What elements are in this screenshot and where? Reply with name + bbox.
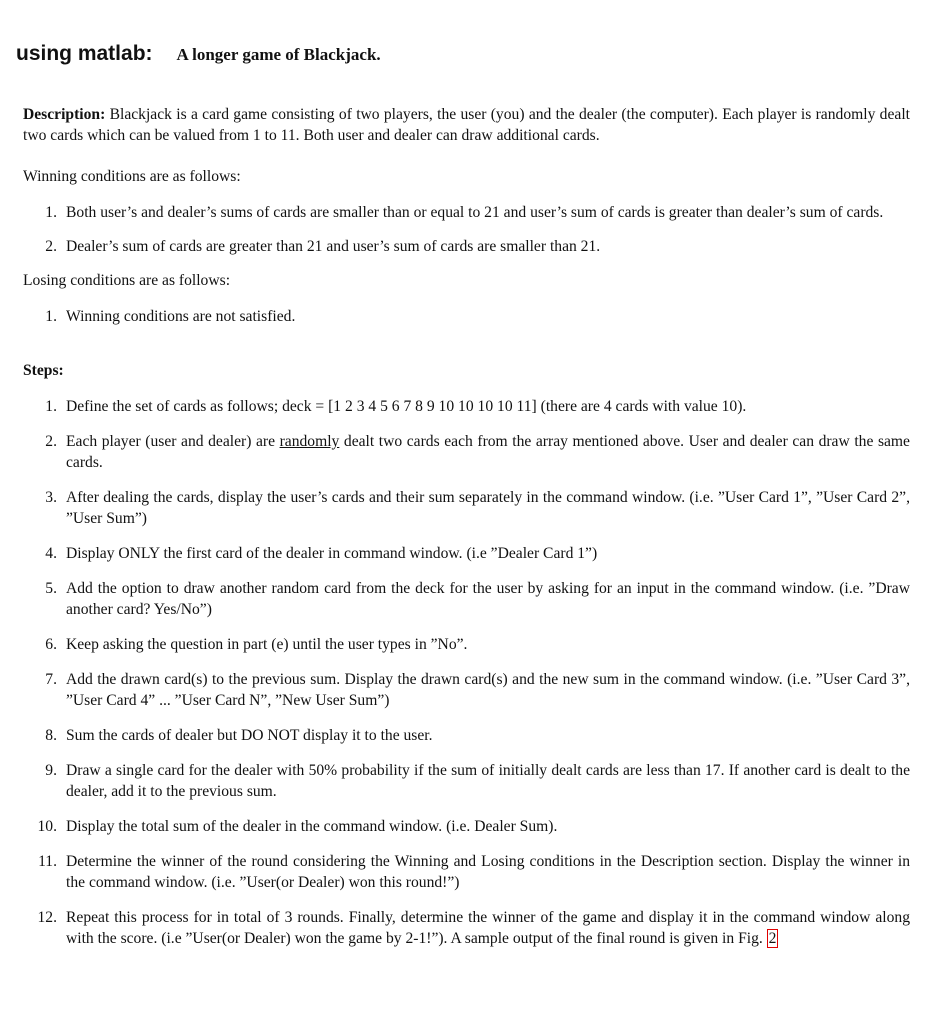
losing-label: Losing conditions are as follows: (23, 272, 231, 289)
item-text: Display ONLY the first card of the dealer in command window. (i.e ”Dealer Card 1”) (66, 545, 598, 562)
item-number: 11. (38, 853, 57, 870)
underlined-word: randomly (279, 433, 340, 450)
item-text: Keep asking the question in part (e) until the user types in ”No”. (66, 636, 468, 653)
item-text: Display the total sum of the dealer in the command window. (i.e. Dealer Sum). (66, 818, 558, 835)
list-item (23, 202, 910, 223)
list-item (23, 306, 910, 327)
item-number: 7. (45, 671, 57, 688)
item-text: After dealing the cards, display the user’s cards and their sum separately in the command window. (i.e. ”User Card 1”, ”User Card 2”, ”User Sum”) (66, 489, 910, 527)
losing-list (23, 306, 910, 327)
description-label: Description: (23, 106, 106, 123)
item-text: Add the drawn card(s) to the previous sum. Display the drawn card(s) and the new sum in the command window. (i.e. ”User Card 3”, ”User Card 4” ... ”User Card N”, ”New User Sum”) (66, 671, 910, 709)
description-paragraph (23, 104, 910, 146)
item-number: 8. (45, 727, 57, 744)
item-number: 3. (45, 489, 57, 506)
item-number: 6. (45, 636, 57, 653)
page-title: A longer game of Blackjack. (176, 45, 381, 64)
heading (16, 42, 381, 66)
item-number: 4. (45, 545, 57, 562)
item-number: 2. (45, 433, 57, 450)
list-item (23, 578, 910, 620)
list-item (23, 543, 910, 564)
item-text: dealt two cards each from the array mentioned above. User and dealer can draw the same cards. (66, 433, 910, 471)
list-item (23, 816, 910, 837)
list-item (23, 907, 910, 949)
item-text: Repeat this process for in total of 3 rounds. Finally, determine the winner of the game and display it in the command window along with the score. (i.e ”User(or Dealer) won the game by 2-1!”). A sample output of the final round is given in Fig. (66, 909, 910, 947)
item-text: Define the set of cards as follows; deck = [1 2 3 4 5 6 7 8 9 10 10 10 10 11] (there are 4 cards with value 10). (66, 398, 747, 415)
item-number: 9. (45, 762, 57, 779)
winning-list (23, 202, 910, 257)
item-number: 1. (45, 204, 57, 221)
item-text: Dealer’s sum of cards are greater than 21 and user’s sum of cards are smaller than 21. (66, 238, 601, 255)
item-text: Add the option to draw another random card from the deck for the user by asking for an input in the command window. (i.e. ”Draw another card? Yes/No”) (66, 580, 910, 618)
list-item (23, 851, 910, 893)
steps-list (23, 396, 910, 949)
item-number: 10. (37, 818, 57, 835)
description-text: Blackjack is a card game consisting of two players, the user (you) and the dealer (the computer). Each player is randomly dealt two cards which can be valued from 1 to 11. Both user and dealer can draw additional cards. (23, 106, 910, 144)
list-item (23, 634, 910, 655)
document-body (23, 104, 910, 963)
list-item (23, 725, 910, 746)
item-number: 5. (45, 580, 57, 597)
list-item (23, 431, 910, 473)
language-prefix: using matlab: (16, 42, 153, 65)
list-item (23, 236, 910, 257)
item-number: 1. (45, 308, 57, 325)
winning-label: Winning conditions are as follows: (23, 168, 241, 185)
list-item (23, 669, 910, 711)
item-text: Each player (user and dealer) are (66, 433, 280, 450)
list-item (23, 760, 910, 802)
list-item (23, 396, 910, 417)
item-number: 1. (45, 398, 57, 415)
item-text: Draw a single card for the dealer with 50% probability if the sum of initially dealt cards are less than 17. If another card is dealt to the dealer, add it to the previous sum. (66, 762, 910, 800)
figure-reference-link[interactable]: 2 (768, 930, 777, 947)
item-text: Winning conditions are not satisfied. (66, 308, 296, 325)
item-text: Sum the cards of dealer but DO NOT display it to the user. (66, 727, 433, 744)
item-text: Both user’s and dealer’s sums of cards are smaller than or equal to 21 and user’s sum of cards is greater than dealer’s sum of cards. (66, 204, 884, 221)
item-number: 12. (37, 909, 57, 926)
item-number: 2. (45, 238, 57, 255)
item-text: Determine the winner of the round considering the Winning and Losing conditions in the Description section. Display the winner in the command window. (i.e. ”User(or Dealer) won this round!”) (66, 853, 910, 891)
list-item (23, 487, 910, 529)
steps-label: Steps: (23, 362, 64, 379)
